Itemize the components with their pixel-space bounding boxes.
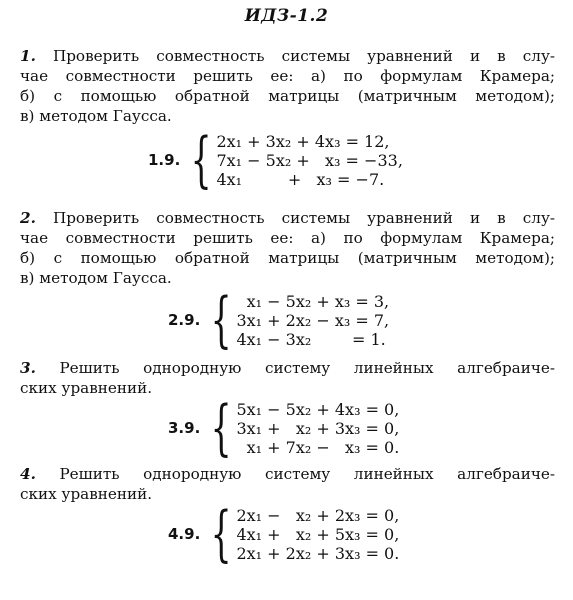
equation-2-9-1: x₁ − 5x₂ + x₃ = 3, [236,291,390,311]
problem-2-number: 2. [20,209,36,227]
problem-1-number: 1. [20,47,36,65]
system-3-9-label: 3.9. [168,419,201,437]
equation-1-9-2: 7x₁ − 5x₂ + x₃ = −33, [216,150,403,170]
problem-2-line-3: б) с помощью обратной матрицы (матричным методом); [20,249,555,267]
equation-4-9-2: 4x₁ + x₂ + 5x₃ = 0, [236,524,400,544]
system-3-9 [168,393,400,463]
left-brace-icon: { [210,285,232,355]
system-4-9-label: 4.9. [168,525,201,543]
problem-2-line-1: Проверить совместность системы уравнений и в слу- [52,209,556,227]
problem-2-line-4: в) методом Гаусса. [20,269,172,287]
equation-2-9-2: 3x₁ + 2x₂ − x₃ = 7, [236,310,390,330]
problem-1-line-3: б) с помощью обратной матрицы (матричным методом); [20,87,555,105]
equation-3-9-1: 5x₁ − 5x₂ + 4x₃ = 0, [236,399,400,419]
problem-4-text [20,464,555,504]
problem-3-text [20,358,555,398]
system-2-9 [168,285,390,355]
problem-3-line-2: ских уравнений. [20,379,153,397]
equation-4-9-3: 2x₁ + 2x₂ + 3x₃ = 0. [236,543,400,563]
problem-1-line-1: Проверить совместность системы уравнений и в слу- [52,47,556,65]
system-2-9-label: 2.9. [168,311,201,329]
problem-3-line-1: Решить однородную систему линейных алгебраиче- [59,359,556,377]
problem-4-number: 4. [20,465,36,483]
equation-1-9-1: 2x₁ + 3x₂ + 4x₃ = 12, [216,131,390,151]
left-brace-icon: { [210,499,232,569]
system-4-9 [168,499,400,569]
problem-2-line-2: чае совместности решить ее: а) по формулам Крамера; [20,229,555,247]
system-1-9-label: 1.9. [148,151,181,169]
problem-1-line-2: чае совместности решить ее: а) по формулам Крамера; [20,67,555,85]
equation-1-9-3: 4x₁ + x₃ = −7. [216,169,385,189]
equation-4-9-1: 2x₁ − x₂ + 2x₃ = 0, [236,505,400,525]
problem-3-number: 3. [20,359,36,377]
left-brace-icon: { [210,393,232,463]
system-1-9 [148,125,403,195]
left-brace-icon: { [190,125,212,195]
problem-1-line-4: в) методом Гаусса. [20,107,172,125]
problem-1-text [20,46,555,126]
problem-4-line-1: Решить однородную систему линейных алгебраиче- [59,465,556,483]
equation-3-9-2: 3x₁ + x₂ + 3x₃ = 0, [236,418,400,438]
problem-2-text [20,208,555,288]
problem-4-line-2: ских уравнений. [20,485,153,503]
equation-2-9-3: 4x₁ − 3x₂ = 1. [236,329,386,349]
equation-3-9-3: x₁ + 7x₂ − x₃ = 0. [236,437,400,457]
page-title: ИДЗ-1.2 [244,6,329,26]
